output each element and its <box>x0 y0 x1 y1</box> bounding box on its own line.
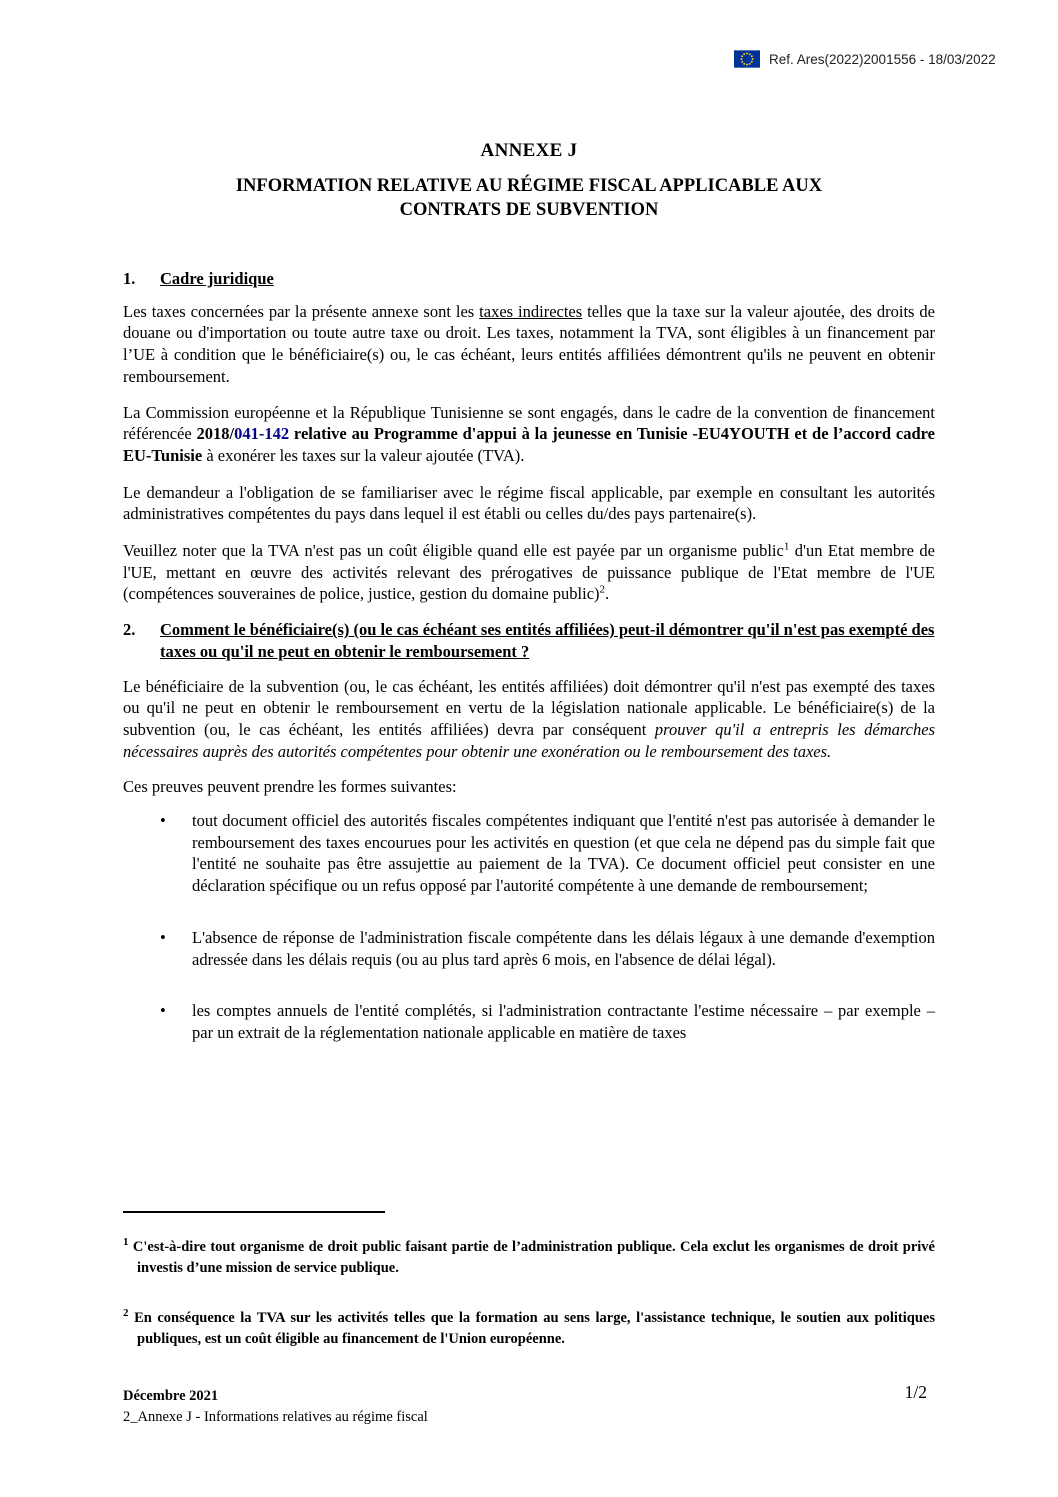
text-run: d'un Etat membre de l'UE, mettant en œuvre des activités relevant des prérogatives de puissance publique de l'Etat membre de l'UE (compétences souveraines de police, justice, gestion du domaine public) <box>123 541 936 604</box>
list-item-text: L'absence de réponse de l'administration fiscale compétente dans les délais légaux à une demande d'exemption adressée dans les délais requis (ou au plus tard après 6 mois, en l'absence de délai légal). <box>192 927 935 969</box>
footer-date: Décembre 2021 <box>123 1388 219 1404</box>
section-1-number: 1. <box>123 269 136 288</box>
text-run: telles que la taxe sur la valeur ajoutée, des droits de douane ou d'importation ou toute autre taxe ou droit. Les taxes, notamment la TVA, sont éligibles à un financement par l’UE à condition que le bénéficiaire(s) ou, le cas échéant, leurs entités affiliées démontrent qu'ils ne peuvent en obtenir remboursement. <box>123 301 936 386</box>
list-item <box>160 927 935 970</box>
footnote-ref-2: 2 <box>599 583 606 596</box>
paragraph-legal-frame-3: Le demandeur a l'obligation de se familiariser avec le régime fiscal applicable, par exemple en consultant les autorités administratives compétentes du pays dans lequel il est établi ou celles du/des pays partenaire(s). <box>123 482 935 524</box>
proof-forms-list <box>123 810 935 1044</box>
section-2-title: Comment le bénéficiaire(s) (ou le cas échéant ses entités affiliées) peut-il démontrer qu'il n'est pas exempté des taxes ou qu'il ne peut en obtenir le remboursement ? <box>160 620 935 661</box>
paragraph-legal-frame-2 <box>123 402 935 467</box>
footnote-1-text: C'est-à-dire tout organisme de droit public faisant partie de l’administration publique. Cela exclut les organismes de droit privé investis d’une mission de service publique. <box>128 1239 935 1276</box>
list-item <box>160 810 935 897</box>
document-body <box>123 0 935 1044</box>
paragraph-proof-intro <box>123 676 935 763</box>
footnote-2-marker: 2 <box>123 1307 129 1320</box>
text-run: Le bénéficiaire de la subvention (ou, le cas échéant, les entités affiliées) doit démontrer qu'il n'est pas exempté des taxes ou qu'il ne peut en obtenir le remboursement en vertu de la législation nationale applicable. Le bénéficiaire(s) de la subvention (ou, le cas échéant, les entités affiliées) devra par conséquent <box>123 676 935 739</box>
paragraph-proof-forms: Ces preuves peuvent prendre les formes suivantes: <box>123 777 457 797</box>
footnote-2-text: En conséquence la TVA sur les activités telles que la formation au sens large, l'assistance technique, le soutien aux politiques publiques, est un coût éligible au financement de l'Union européenne. <box>128 1310 935 1347</box>
document-title: INFORMATION RELATIVE AU RÉGIME FISCAL APPLICABLE AUX CONTRATS DE SUBVENTION <box>235 176 823 220</box>
bullet-icon: • <box>160 811 166 831</box>
footnote-1-marker: 1 <box>123 1236 129 1249</box>
section-2-heading <box>123 619 935 662</box>
bullet-icon: • <box>160 1001 166 1021</box>
page-footer <box>123 1386 428 1428</box>
page-number: 1/2 <box>904 1382 927 1402</box>
footnotes-area <box>123 1211 935 1350</box>
list-item <box>160 1000 935 1043</box>
text-run: Les taxes concernées par la présente annexe sont les <box>123 301 480 321</box>
paragraph-legal-frame-1 <box>123 301 935 388</box>
text-run: . <box>605 584 610 604</box>
section-2-number: 2. <box>123 620 136 640</box>
bullet-icon: • <box>160 927 166 947</box>
section-1-heading <box>123 268 935 290</box>
underlined-term: taxes indirectes <box>479 301 583 321</box>
section-1-title: Cadre juridique <box>160 269 274 288</box>
paragraph-legal-frame-4 <box>123 540 935 605</box>
convention-reference-number: 041-142 <box>234 424 290 444</box>
footer-document-name: 2_Annexe J - Informations relatives au régime fiscal <box>123 1409 428 1425</box>
text-run: Veuillez noter que la TVA n'est pas un coût éligible quand elle est payée par un organisme public <box>123 541 784 561</box>
footnote-1 <box>123 1237 935 1279</box>
footnote-2 <box>123 1308 935 1350</box>
ares-reference-text: Ref. Ares(2022)2001556 - 18/03/2022 <box>769 51 996 67</box>
bold-run: relative au Programme d'appui à la jeunesse en Tunisie -EU4YOUTH et de l’accord cadre EU-Tunisie <box>123 424 935 465</box>
text-run: à exonérer les taxes sur la valeur ajoutée (TVA). <box>202 445 525 465</box>
footnote-separator <box>123 1211 385 1213</box>
list-item-text: les comptes annuels de l'entité complétés, si l'administration contractante l'estime nécessaire – par exemple – par un extrait de la réglementation nationale applicable en matière de taxes <box>192 1001 935 1042</box>
bold-run: 2018/ <box>196 424 235 444</box>
italic-run: prouver qu'il a entrepris les démarches nécessaires auprès des autorités compétentes pour obtenir une exonération ou le remboursement des taxes. <box>123 719 935 761</box>
text-run: La Commission européenne et la République Tunisienne se sont engagés, dans le cadre de la convention de financement référencée <box>123 402 935 444</box>
annex-title: ANNEXE J <box>480 140 578 161</box>
list-item-text: tout document officiel des autorités fiscales compétentes indiquant que l'entité n'est pas autorisée à demander le remboursement des taxes encourues pour les activités en question (et que cela ne dépend pas du simple fait que l'entité ne souhaite pas être assujettie au paiement de la TVA). Ce document officiel peut consister en une déclaration spécifique ou un refus opposé par l'autorité compétente à une demande de remboursement; <box>192 811 935 896</box>
footnote-ref-1: 1 <box>783 540 790 553</box>
